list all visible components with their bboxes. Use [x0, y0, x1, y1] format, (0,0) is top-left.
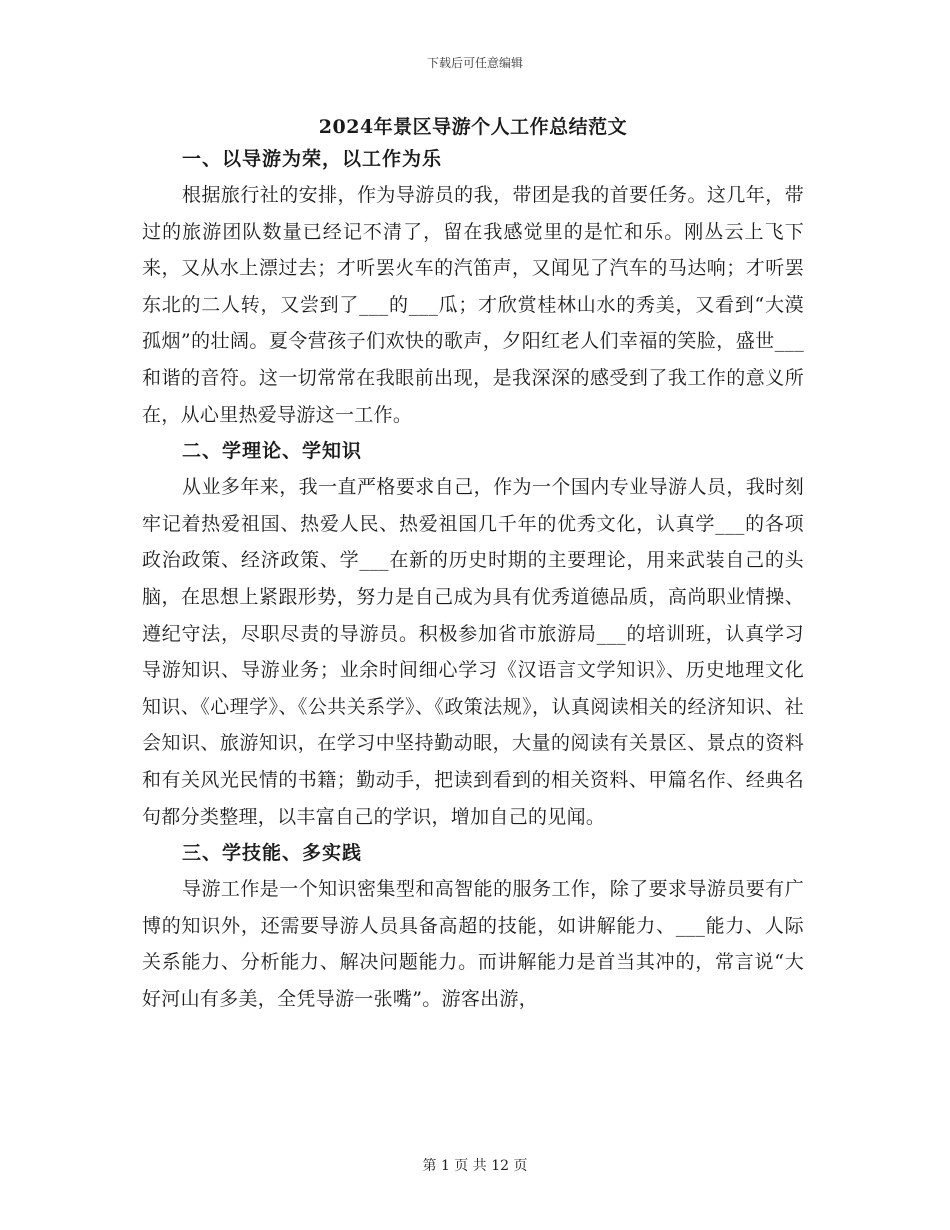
section-1	[142, 141, 804, 433]
section-3	[142, 835, 804, 1017]
document-title: 2024年景区导游个人工作总结范文	[318, 116, 628, 138]
section-heading: 二、学理论、学知识	[182, 440, 363, 463]
section-paragraph: 导游工作是一个知识密集型和高智能的服务工作，除了要求导游员要有广博的知识外，还需要导游人员具备高超的技能，如讲解能力、___能力、人际关系能力、分析能力、解决问题能力。而讲解能力是首当其冲的，常言说“大好河山有多美，全凭导游一张嘴”。游客出游，	[142, 878, 804, 1010]
section-paragraph: 从业多年来，我一直严格要求自己，作为一个国内专业导游人员，我时刻牢记着热爱祖国、热爱人民、热爱祖国几千年的优秀文化，认真学___的各项政治政策、经济政策、学___在新的历史时期的主要理论，用来武装自己的头脑，在思想上紧跟形势，努力是自己成为具有优秀道德品质，高尚职业情操、遵纪守法，尽职尽责的导游员。积极参加省市旅游局___的培训班，认真学习导游知识、导游业务；业余时间细心学习《汉语言文学知识》、历史地理文化知识、《心理学》、《公共关系学》、《政策法规》，认真阅读相关的经济知识、社会知识、旅游知识，在学习中坚持勤动眼，大量的阅读有关景区、景点的资料和有关风光民情的书籍；勤动手，把读到看到的相关资料、甲篇名作、经典名句都分类整理，以丰富自己的学识，增加自己的见闻。	[142, 476, 804, 828]
section-heading: 一、以导游为荣，以工作为乐	[182, 148, 443, 170]
section-paragraph: 根据旅行社的安排，作为导游员的我，带团是我的首要任务。这几年，带过的旅游团队数量已经记不清了，留在我感觉里的是忙和乐。刚丛云上飞下来，又从水上漂过去；才听罢火车的汽笛声，又闻见了汽车的马达响；才听罢东北的二人转，又尝到了___的___瓜；才欣赏桂林山水的秀美，又看到“大漠孤烟”的壮阔。夏令营孩子们欢快的歌声，夕阳红老人们幸福的笑脸，盛世___和谐的音符。这一切常常在我眼前出现，是我深深的感受到了我工作的意义所在，从心里热爱导游这一工作。	[142, 184, 804, 426]
page-number-footer: 第 1 页 共 12 页	[422, 1158, 528, 1174]
section-heading: 三、学技能、多实践	[182, 842, 363, 865]
document-body	[142, 113, 804, 1017]
section-2	[142, 433, 804, 835]
page-header-note: 下载后可任意编辑	[426, 56, 523, 70]
